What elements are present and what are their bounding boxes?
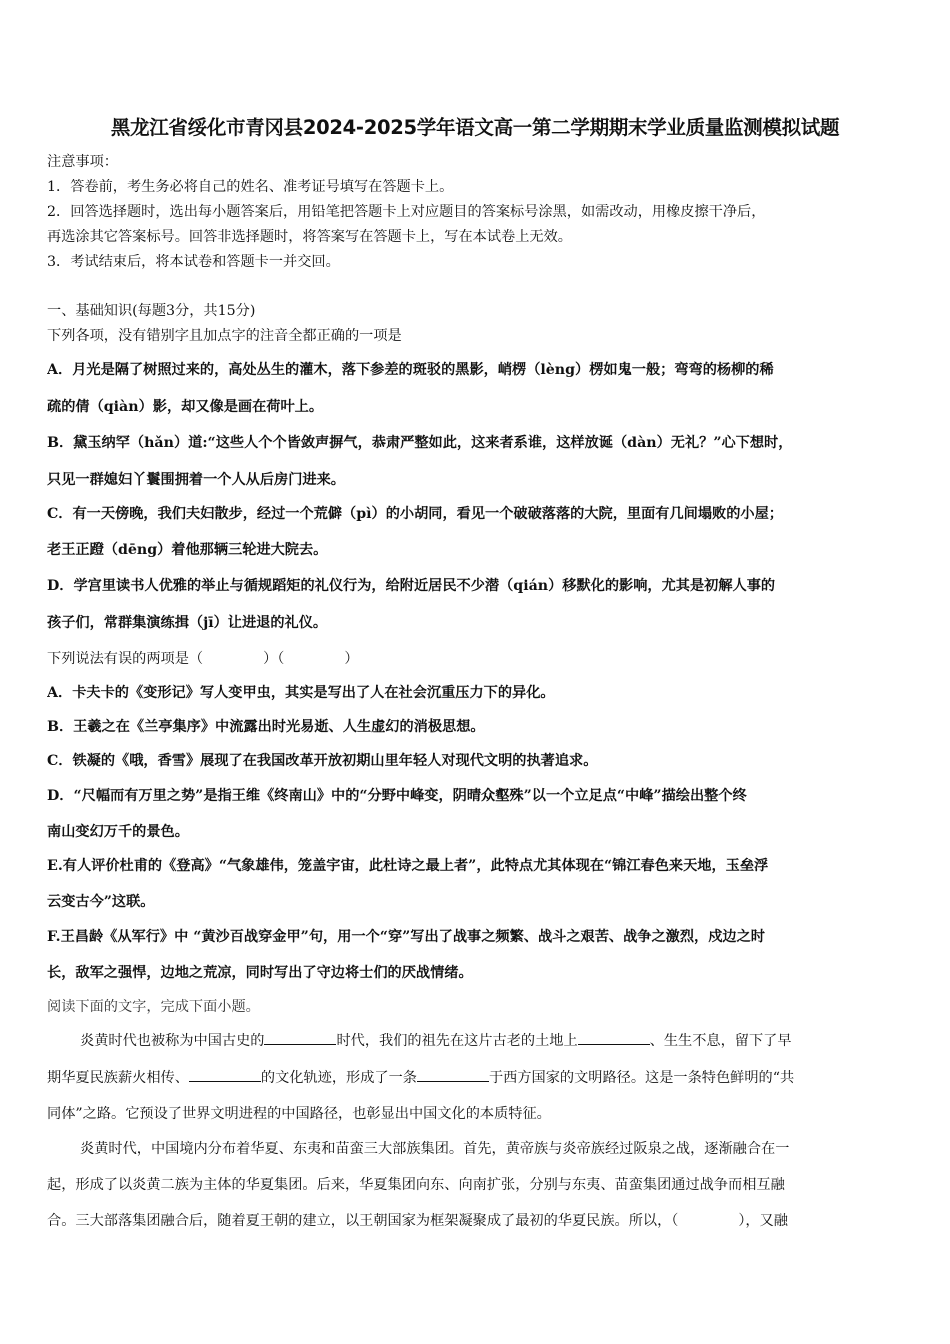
q2-option-a: A．卡夫卡的《变形记》写人变甲虫，其实是写出了人在社会沉重压力下的异化。 <box>47 685 555 701</box>
q1-option-c: C．有一天傍晚，我们夫妇散步，经过一个荒僻（pì）的小胡同，看见一个破破落落的大院，里面有几间塌败的小屋； <box>47 506 783 522</box>
notice-heading: 注意事项： <box>47 154 118 170</box>
q2-option-e: E.有人评价杜甫的《登高》“气象雄伟，笼盖宇宙，此杜诗之最上者”，此特点尤其体现在“锦江春色来天地，玉垒浮 <box>47 858 769 874</box>
exam-title: 黑龙江省绥化市青冈县2024-2025学年语文高一第二学期期末学业质量监测模拟试题 <box>110 116 840 139</box>
passage-p1-line3: 同体”之路。它预设了世界文明进程的中国路径，也彰显出中国文化的本质特征。 <box>47 1106 551 1122</box>
q1-option-b: B．黛玉纳罕（hǎn）道:“这些人个个皆敛声摒气，恭肃严整如此，这来者系谁，这样放诞（dàn）无礼？”心下想时， <box>47 435 793 451</box>
q2-option-d-cont: 南山变幻万千的景色。 <box>47 824 189 840</box>
q1-option-a: A．月光是隔了树照过来的，高处丛生的灌木，落下参差的斑驳的黑影，峭楞（lèng）楞如鬼一般；弯弯的杨柳的稀 <box>47 362 774 378</box>
q1-option-c-cont: 老王正蹬（dēng）着他那辆三轮进大院去。 <box>47 542 328 558</box>
passage-text: ），又融 <box>738 1213 788 1229</box>
notice-item-1: 1．答卷前，考生务必将自己的姓名、准考证号填写在答题卡上。 <box>47 179 454 195</box>
passage-p2-line1: 炎黄时代，中国境内分布着华夏、东夷和苗蛮三大部族集团。首先，黄帝族与炎帝族经过阪泉之战，逐渐融合在一 <box>80 1141 790 1157</box>
passage-text: 合。三大部落集团融合后，随着夏王朝的建立，以王朝国家为框架凝聚成了最初的华夏民族。所以，（ <box>47 1213 679 1229</box>
q1-stem: 下列各项，没有错别字且加点字的注音全都正确的一项是 <box>47 328 402 344</box>
q2-option-e-cont: 云变古今”这联。 <box>47 894 155 910</box>
q2-stem-text: 下列说法有误的两项是（ <box>47 651 204 667</box>
q2-option-b: B．王羲之在《兰亭集序》中流露出时光易逝、人生虚幻的消极思想。 <box>47 719 485 735</box>
passage-text: 时代，我们的祖先在这片古老的土地上 <box>336 1033 578 1049</box>
q1-option-b-cont: 只见一群媳妇丫鬟围拥着一个人从后房门进来。 <box>47 472 345 488</box>
section1-heading: 一、基础知识(每题3分，共15分) <box>47 303 256 319</box>
notice-item-3: 3．考试结束后，将本试卷和答题卡一并交回。 <box>47 254 340 270</box>
reading-instruction: 阅读下面的文字，完成下面小题。 <box>47 999 260 1015</box>
q2-stem <box>47 649 907 669</box>
q2-option-f-cont: 长，敌军之强悍，边地之荒凉，同时写出了守边将士们的厌战情绪。 <box>47 965 473 981</box>
q1-option-d: D．学宫里读书人优雅的举止与循规蹈矩的礼仪行为，给附近居民不少潜（qián）移默化的影响，尤其是初解人事的 <box>47 578 776 594</box>
passage-text: 、生生不息，留下了早 <box>649 1033 792 1049</box>
passage-text: 的文化轨迹，形成了一条 <box>260 1070 417 1086</box>
fill-blank-1[interactable] <box>264 1030 336 1045</box>
fill-blank-3[interactable] <box>189 1067 261 1082</box>
q1-option-a-cont: 疏的倩（qiàn）影，却又像是画在荷叶上。 <box>47 399 324 415</box>
passage-p2-line2: 起，形成了以炎黄二族为主体的华夏集团。后来，华夏集团向东、向南扩张，分别与东夷、苗蛮集团通过战争而相互融 <box>47 1177 785 1193</box>
notice-item-2: 2．回答选择题时，选出每小题答案后，用铅笔把答题卡上对应题目的答案标号涂黑，如需改动，用橡皮擦干净后， <box>47 204 766 220</box>
passage-p1-line1 <box>80 1030 906 1051</box>
passage-p2-line3 <box>47 1211 907 1231</box>
q2-option-f: F.王昌龄《从军行》中 “黄沙百战穿金甲”句，用一个“穿”写出了战事之频繁、战斗之艰苦、战争之激烈，戍边之时 <box>47 929 765 945</box>
passage-p1-line2 <box>47 1067 907 1088</box>
q2-stem-end: ） <box>344 651 359 667</box>
passage-text: 期华夏民族薪火相传、 <box>47 1070 189 1086</box>
q2-stem-mid: ）（ <box>263 651 285 667</box>
notice-item-2-cont: 再选涂其它答案标号。回答非选择题时，将答案写在答题卡上，写在本试卷上无效。 <box>47 229 572 245</box>
passage-text: 于西方国家的文明路径。这是一条特色鲜明的“共 <box>488 1070 795 1086</box>
fill-blank-4[interactable] <box>417 1067 489 1082</box>
fill-blank-2[interactable] <box>578 1030 650 1045</box>
q1-option-d-cont: 孩子们，常群集演练揖（jī）让进退的礼仪。 <box>47 615 328 631</box>
q2-option-d: D．“尺幅而有万里之势”是指王维《终南山》中的“分野中峰变，阴晴众壑殊”以一个立足点“中峰”描绘出整个终 <box>47 788 747 804</box>
q2-option-c: C．铁凝的《哦，香雪》展现了在我国改革开放初期山里年轻人对现代文明的执著追求。 <box>47 753 598 769</box>
passage-text: 炎黄时代也被称为中国古史的 <box>80 1033 265 1049</box>
